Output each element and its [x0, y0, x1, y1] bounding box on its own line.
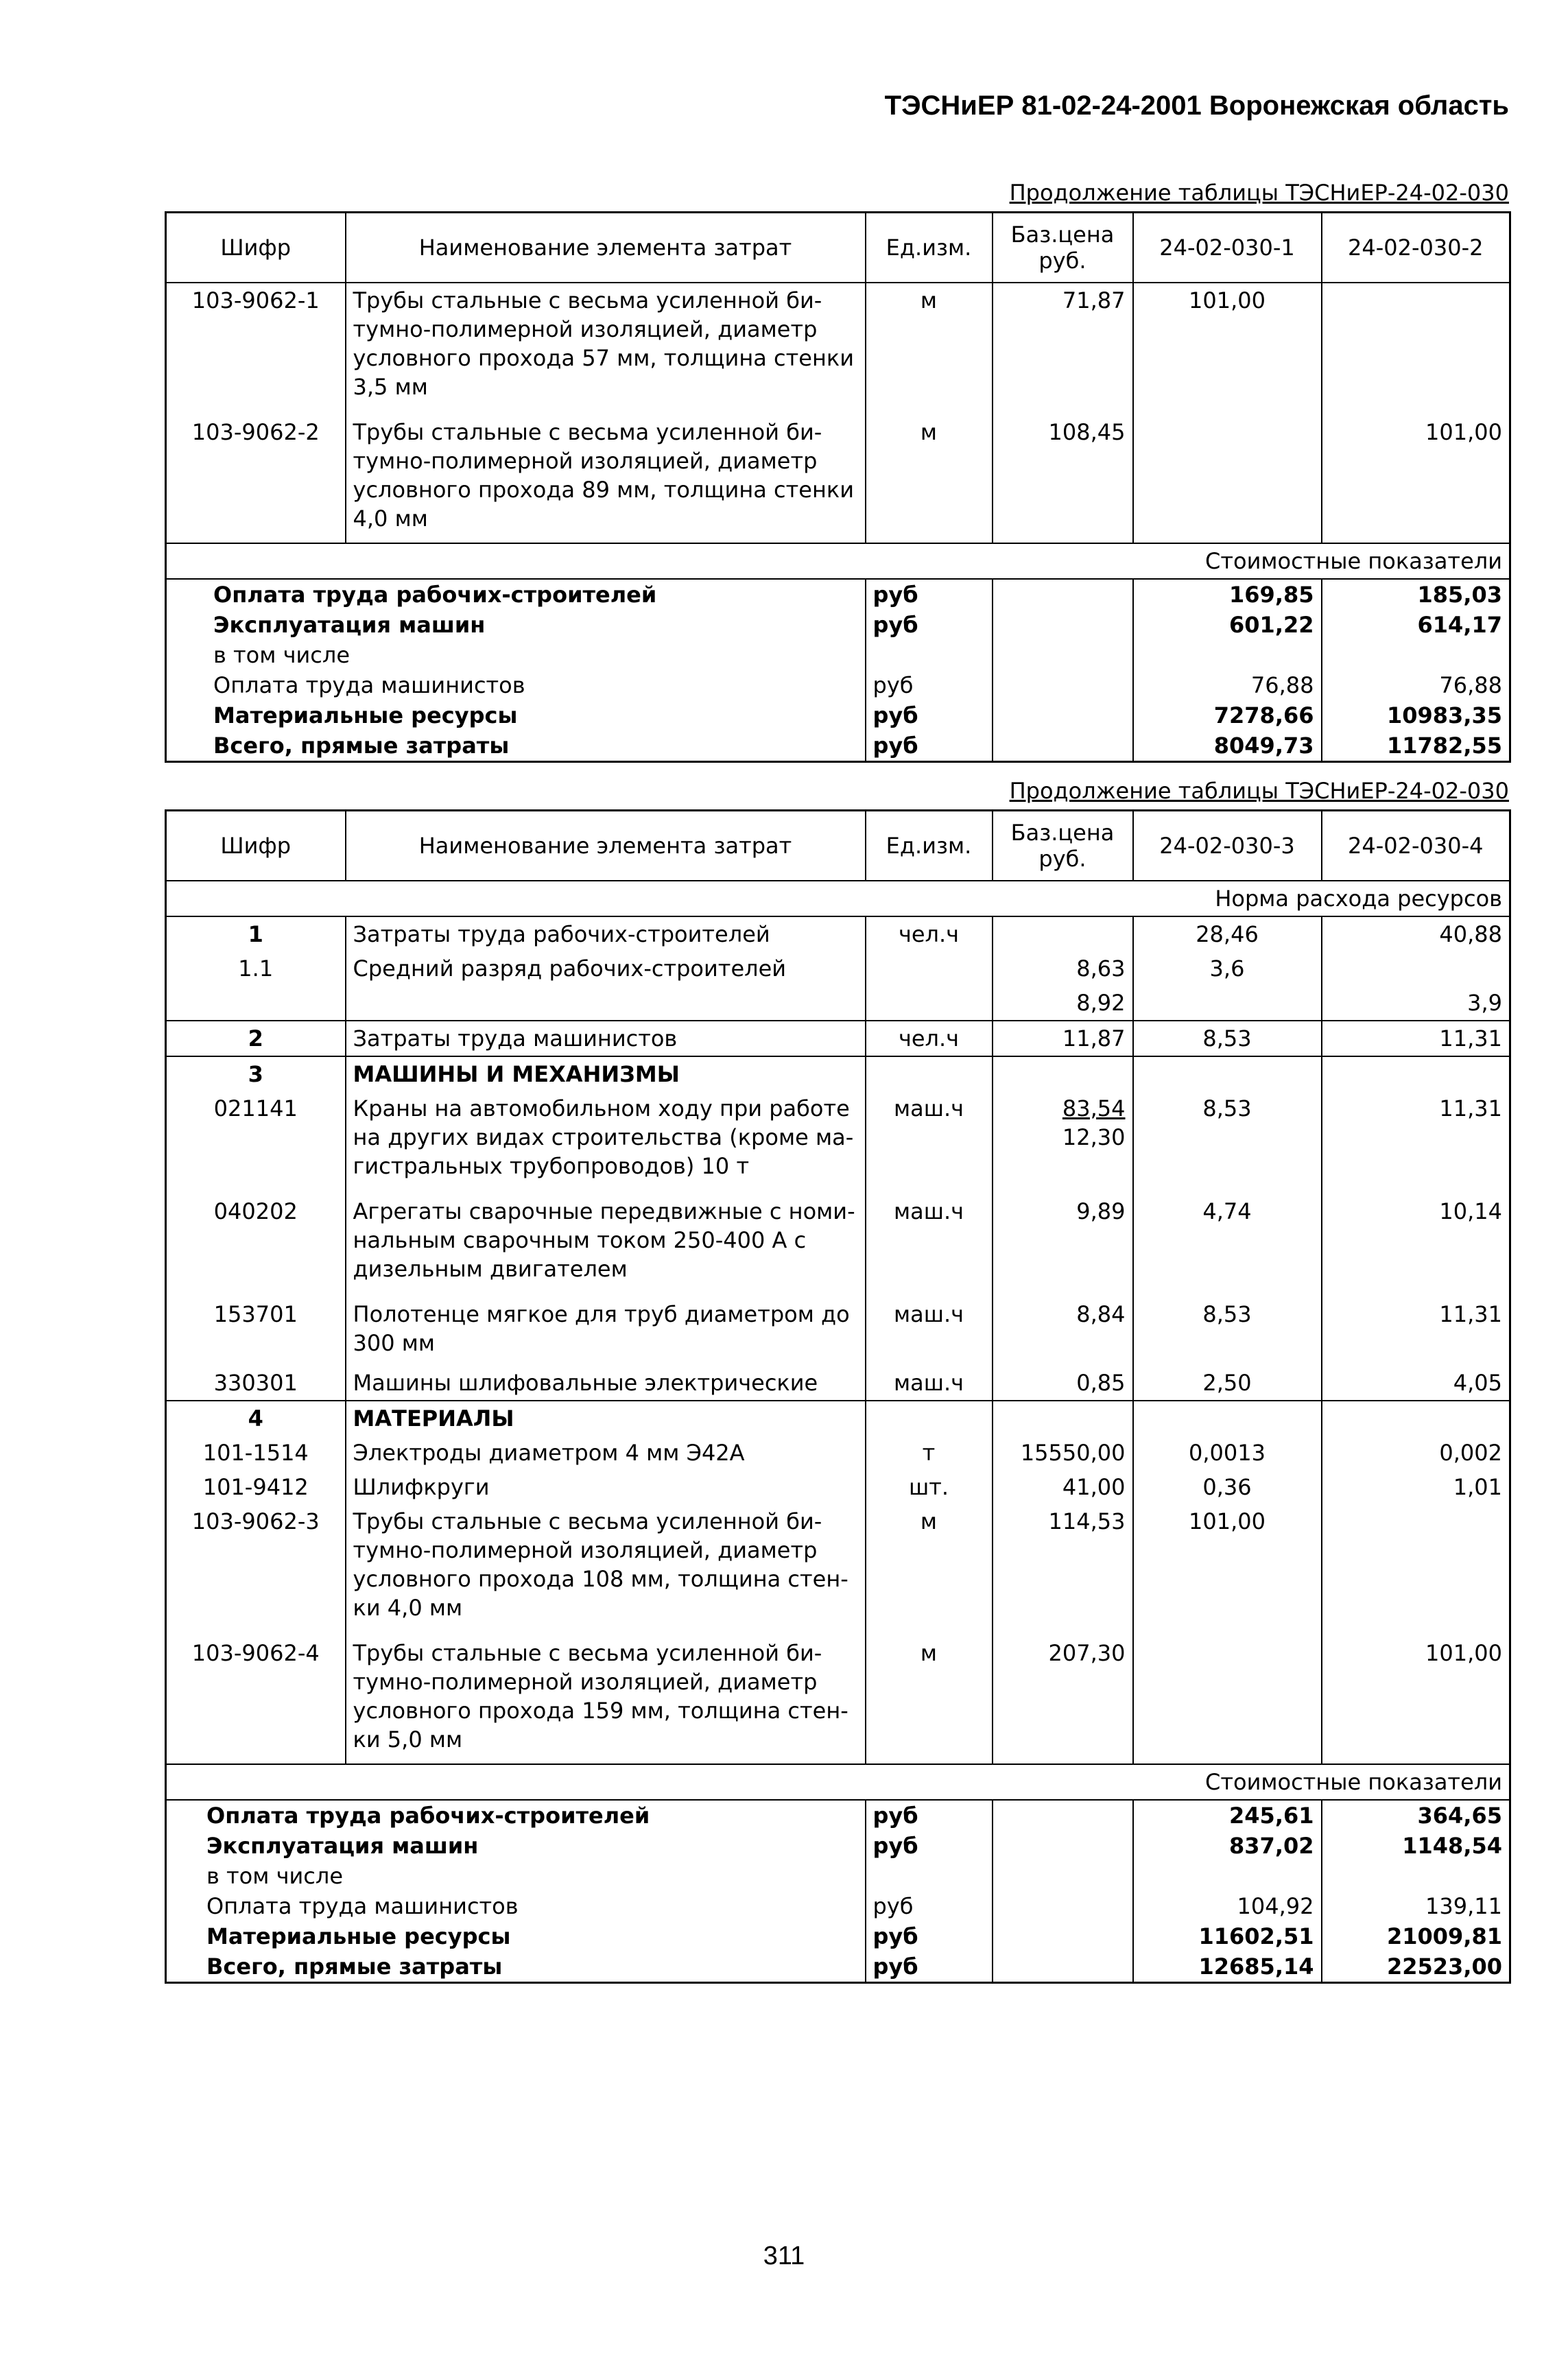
row-value-b: 3,9	[1322, 986, 1510, 1021]
header-name: Наименование элемента затрат	[346, 213, 866, 283]
row-name: МАТЕРИАЛЫ	[346, 1401, 866, 1436]
summary-value-a: 8049,73	[1133, 731, 1322, 762]
row-value-a: 0,36	[1133, 1470, 1322, 1504]
row-value-a: 28,46	[1133, 916, 1322, 951]
summary-value-a: 7278,66	[1133, 700, 1322, 731]
row-price: 83,54	[1062, 1095, 1126, 1121]
section-row	[166, 1764, 1510, 1800]
header-col-a: 24-02-030-1	[1133, 213, 1322, 283]
summary-value-a: 837,02	[1133, 1831, 1322, 1861]
summary-value-a: 76,88	[1133, 670, 1322, 700]
header-code: Шифр	[166, 213, 346, 283]
summary-row	[166, 1831, 1510, 1861]
header-price: Баз.цена руб.	[993, 811, 1133, 881]
row-code: 103-9062-3	[166, 1504, 346, 1625]
table2-caption: Продолжение таблицы ТЭСНиЕР-24-02-030	[1009, 778, 1509, 804]
summary-row	[166, 670, 1510, 700]
row-value-a: 101,00	[1133, 283, 1322, 404]
table2	[165, 809, 1511, 1984]
row-code: 103-9062-2	[166, 404, 346, 543]
row-name: Полотенце мягкое для труб диаметром до 300 мм	[346, 1286, 866, 1360]
table2-header-row	[166, 811, 1510, 881]
header-code: Шифр	[166, 811, 346, 881]
summary-label: Всего, прямые затраты	[166, 731, 866, 762]
page-number: 311	[763, 2242, 805, 2270]
header-price: Баз.цена руб.	[993, 213, 1133, 283]
summary-value-a	[1133, 640, 1322, 670]
summary-label: Материальные ресурсы	[166, 700, 866, 731]
row-name: Трубы стальные с весьма усиленной би-тумно-полимерной изоляцией, диаметр условного прохода 57 мм, толщина стенки 3,5 мм	[346, 283, 866, 404]
table1-header-row	[166, 213, 1510, 283]
table-row	[166, 283, 1510, 404]
row-code: 021141	[166, 1091, 346, 1183]
summary-label: Оплата труда машинистов	[166, 1891, 866, 1921]
page-title: ТЭСНиЕР 81-02-24-2001 Воронежская область	[884, 91, 1509, 121]
table-row	[166, 1021, 1510, 1056]
summary-label: Эксплуатация машин	[166, 610, 866, 640]
row-price: 11,87	[993, 1021, 1133, 1056]
row-value-a: 4,74	[1133, 1183, 1322, 1286]
summary-unit: руб	[866, 579, 993, 610]
row-unit: м	[866, 1504, 993, 1625]
summary-row	[166, 1951, 1510, 1983]
summary-value-b: 11782,55	[1322, 731, 1510, 762]
row-code: 103-9062-4	[166, 1625, 346, 1764]
row-name: Затраты труда рабочих-строителей	[346, 916, 866, 951]
row-price: 9,89	[993, 1183, 1133, 1286]
row-price: 8,84	[993, 1286, 1133, 1360]
summary-unit: руб	[866, 1951, 993, 1983]
summary-value-a: 601,22	[1133, 610, 1322, 640]
row-code: 1	[166, 916, 346, 951]
row-value-a: 8,53	[1133, 1091, 1322, 1183]
row-price: 15550,00	[993, 1436, 1133, 1470]
row-price: 8,63	[993, 951, 1133, 986]
row-name: Средний разряд рабочих-строителей	[346, 951, 866, 986]
summary-label: Материальные ресурсы	[166, 1921, 866, 1951]
summary-row	[166, 700, 1510, 731]
row-value-b	[1322, 283, 1510, 404]
row-value-b: 10,14	[1322, 1183, 1510, 1286]
table1	[165, 211, 1511, 763]
row-code: 153701	[166, 1286, 346, 1360]
table-row	[166, 1360, 1510, 1401]
summary-value-b	[1322, 1861, 1510, 1891]
row-value-b: 40,88	[1322, 916, 1510, 951]
summary-label: Оплата труда рабочих-строителей	[166, 1800, 866, 1831]
summary-value-b	[1322, 640, 1510, 670]
section-label: Стоимостные показатели	[166, 543, 1510, 579]
row-value-a: 2,50	[1133, 1360, 1322, 1401]
summary-row	[166, 1800, 1510, 1831]
table-row	[166, 1504, 1510, 1625]
summary-value-a: 104,92	[1133, 1891, 1322, 1921]
summary-label: в том числе	[166, 640, 866, 670]
summary-label: Всего, прямые затраты	[166, 1951, 866, 1983]
summary-unit: руб	[866, 700, 993, 731]
summary-value-b: 364,65	[1322, 1800, 1510, 1831]
header-col-a: 24-02-030-3	[1133, 811, 1322, 881]
row-code: 1.1	[166, 951, 346, 986]
row-code: 3	[166, 1056, 346, 1091]
row-value-a: 0,0013	[1133, 1436, 1322, 1470]
row-unit: м	[866, 1625, 993, 1764]
row-value-a	[1133, 1625, 1322, 1764]
summary-unit: руб	[866, 610, 993, 640]
row-name: Электроды диаметром 4 мм Э42А	[346, 1436, 866, 1470]
table1-caption: Продолжение таблицы ТЭСНиЕР-24-02-030	[1009, 180, 1509, 206]
summary-value-b: 10983,35	[1322, 700, 1510, 731]
summary-value-b: 76,88	[1322, 670, 1510, 700]
summary-unit	[866, 640, 993, 670]
summary-value-a: 12685,14	[1133, 1951, 1322, 1983]
row-value-b: 101,00	[1322, 1625, 1510, 1764]
table-row	[166, 951, 1510, 986]
section-label: Норма расхода ресурсов	[166, 881, 1510, 916]
summary-row	[166, 579, 1510, 610]
summary-unit	[866, 1861, 993, 1891]
summary-label: Эксплуатация машин	[166, 1831, 866, 1861]
row-code: 101-1514	[166, 1436, 346, 1470]
row-name: Машины шлифовальные электрические	[346, 1360, 866, 1401]
row-value-b: 11,31	[1322, 1286, 1510, 1360]
summary-value-b: 22523,00	[1322, 1951, 1510, 1983]
row-value-b: 4,05	[1322, 1360, 1510, 1401]
summary-label: в том числе	[166, 1861, 866, 1891]
row-name: Трубы стальные с весьма усиленной би-тумно-полимерной изоляцией, диаметр условного прохода 89 мм, толщина стенки 4,0 мм	[346, 404, 866, 543]
summary-value-a	[1133, 1861, 1322, 1891]
row-value-b: 11,31	[1322, 1091, 1510, 1183]
table-row	[166, 1470, 1510, 1504]
row-price: 207,30	[993, 1625, 1133, 1764]
row-code: 330301	[166, 1360, 346, 1401]
summary-value-a: 169,85	[1133, 579, 1322, 610]
row-price: 114,53	[993, 1504, 1133, 1625]
row-value-a: 8,53	[1133, 1021, 1322, 1056]
row-price-secondary: 12,30	[1062, 1124, 1126, 1150]
section-label: Стоимостные показатели	[166, 1764, 1510, 1800]
row-unit: м	[866, 404, 993, 543]
row-code: 101-9412	[166, 1470, 346, 1504]
table-row	[166, 1625, 1510, 1764]
summary-value-b: 139,11	[1322, 1891, 1510, 1921]
table-row	[166, 986, 1510, 1021]
row-value-b: 1,01	[1322, 1470, 1510, 1504]
table-row	[166, 1401, 1510, 1436]
row-unit: т	[866, 1436, 993, 1470]
header-col-b: 24-02-030-2	[1322, 213, 1510, 283]
summary-value-b: 614,17	[1322, 610, 1510, 640]
row-name: МАШИНЫ И МЕХАНИЗМЫ	[346, 1056, 866, 1091]
row-price: 108,45	[993, 404, 1133, 543]
header-unit: Ед.изм.	[866, 213, 993, 283]
row-code: 2	[166, 1021, 346, 1056]
summary-value-a: 11602,51	[1133, 1921, 1322, 1951]
row-name: Трубы стальные с весьма усиленной би-тумно-полимерной изоляцией, диаметр условного прохода 108 мм, толщина стен-ки 4,0 мм	[346, 1504, 866, 1625]
summary-unit: руб	[866, 1831, 993, 1861]
section-row	[166, 543, 1510, 579]
summary-value-b: 185,03	[1322, 579, 1510, 610]
summary-unit: руб	[866, 670, 993, 700]
header-col-b: 24-02-030-4	[1322, 811, 1510, 881]
table-row	[166, 1286, 1510, 1360]
summary-unit: руб	[866, 731, 993, 762]
summary-value-a: 245,61	[1133, 1800, 1322, 1831]
summary-unit: руб	[866, 1921, 993, 1951]
row-price: 71,87	[993, 283, 1133, 404]
row-unit: маш.ч	[866, 1183, 993, 1286]
row-unit: шт.	[866, 1470, 993, 1504]
row-unit: чел.ч	[866, 916, 993, 951]
summary-unit: руб	[866, 1800, 993, 1831]
summary-row	[166, 1921, 1510, 1951]
row-price: 0,85	[993, 1360, 1133, 1401]
row-unit: чел.ч	[866, 1021, 993, 1056]
section-row	[166, 881, 1510, 916]
summary-row	[166, 1861, 1510, 1891]
summary-row	[166, 731, 1510, 762]
summary-value-b: 1148,54	[1322, 1831, 1510, 1861]
row-price: 8,92	[993, 986, 1133, 1021]
row-unit: маш.ч	[866, 1286, 993, 1360]
summary-row	[166, 610, 1510, 640]
summary-row	[166, 1891, 1510, 1921]
table-row	[166, 1436, 1510, 1470]
table-row	[166, 1183, 1510, 1286]
table-row	[166, 1091, 1510, 1183]
summary-label: Оплата труда рабочих-строителей	[166, 579, 866, 610]
table-row	[166, 404, 1510, 543]
row-price: 41,00	[993, 1470, 1133, 1504]
row-code: 040202	[166, 1183, 346, 1286]
table-row	[166, 1056, 1510, 1091]
summary-value-b: 21009,81	[1322, 1921, 1510, 1951]
row-value-b	[1322, 1504, 1510, 1625]
row-code: 103-9062-1	[166, 283, 346, 404]
row-value-a: 3,6	[1133, 951, 1322, 986]
row-name: Затраты труда машинистов	[346, 1021, 866, 1056]
row-unit: м	[866, 283, 993, 404]
summary-unit: руб	[866, 1891, 993, 1921]
row-value-b: 101,00	[1322, 404, 1510, 543]
row-value-a: 8,53	[1133, 1286, 1322, 1360]
row-value-b: 0,002	[1322, 1436, 1510, 1470]
row-value-a: 101,00	[1133, 1504, 1322, 1625]
table-row	[166, 916, 1510, 951]
header-unit: Ед.изм.	[866, 811, 993, 881]
row-name: Трубы стальные с весьма усиленной би-тумно-полимерной изоляцией, диаметр условного прохода 159 мм, толщина стен-ки 5,0 мм	[346, 1625, 866, 1764]
row-unit: маш.ч	[866, 1360, 993, 1401]
row-code: 4	[166, 1401, 346, 1436]
row-name: Агрегаты сварочные передвижные с номи-нальным сварочным током 250-400 А с дизельным двигателем	[346, 1183, 866, 1286]
row-name: Шлифкруги	[346, 1470, 866, 1504]
summary-label: Оплата труда машинистов	[166, 670, 866, 700]
row-value-a	[1133, 404, 1322, 543]
header-name: Наименование элемента затрат	[346, 811, 866, 881]
summary-row	[166, 640, 1510, 670]
row-value-b: 11,31	[1322, 1021, 1510, 1056]
row-unit: маш.ч	[866, 1091, 993, 1183]
row-name: Краны на автомобильном ходу при работе на других видах строительства (кроме ма-гистральных трубопроводов) 10 т	[346, 1091, 866, 1183]
